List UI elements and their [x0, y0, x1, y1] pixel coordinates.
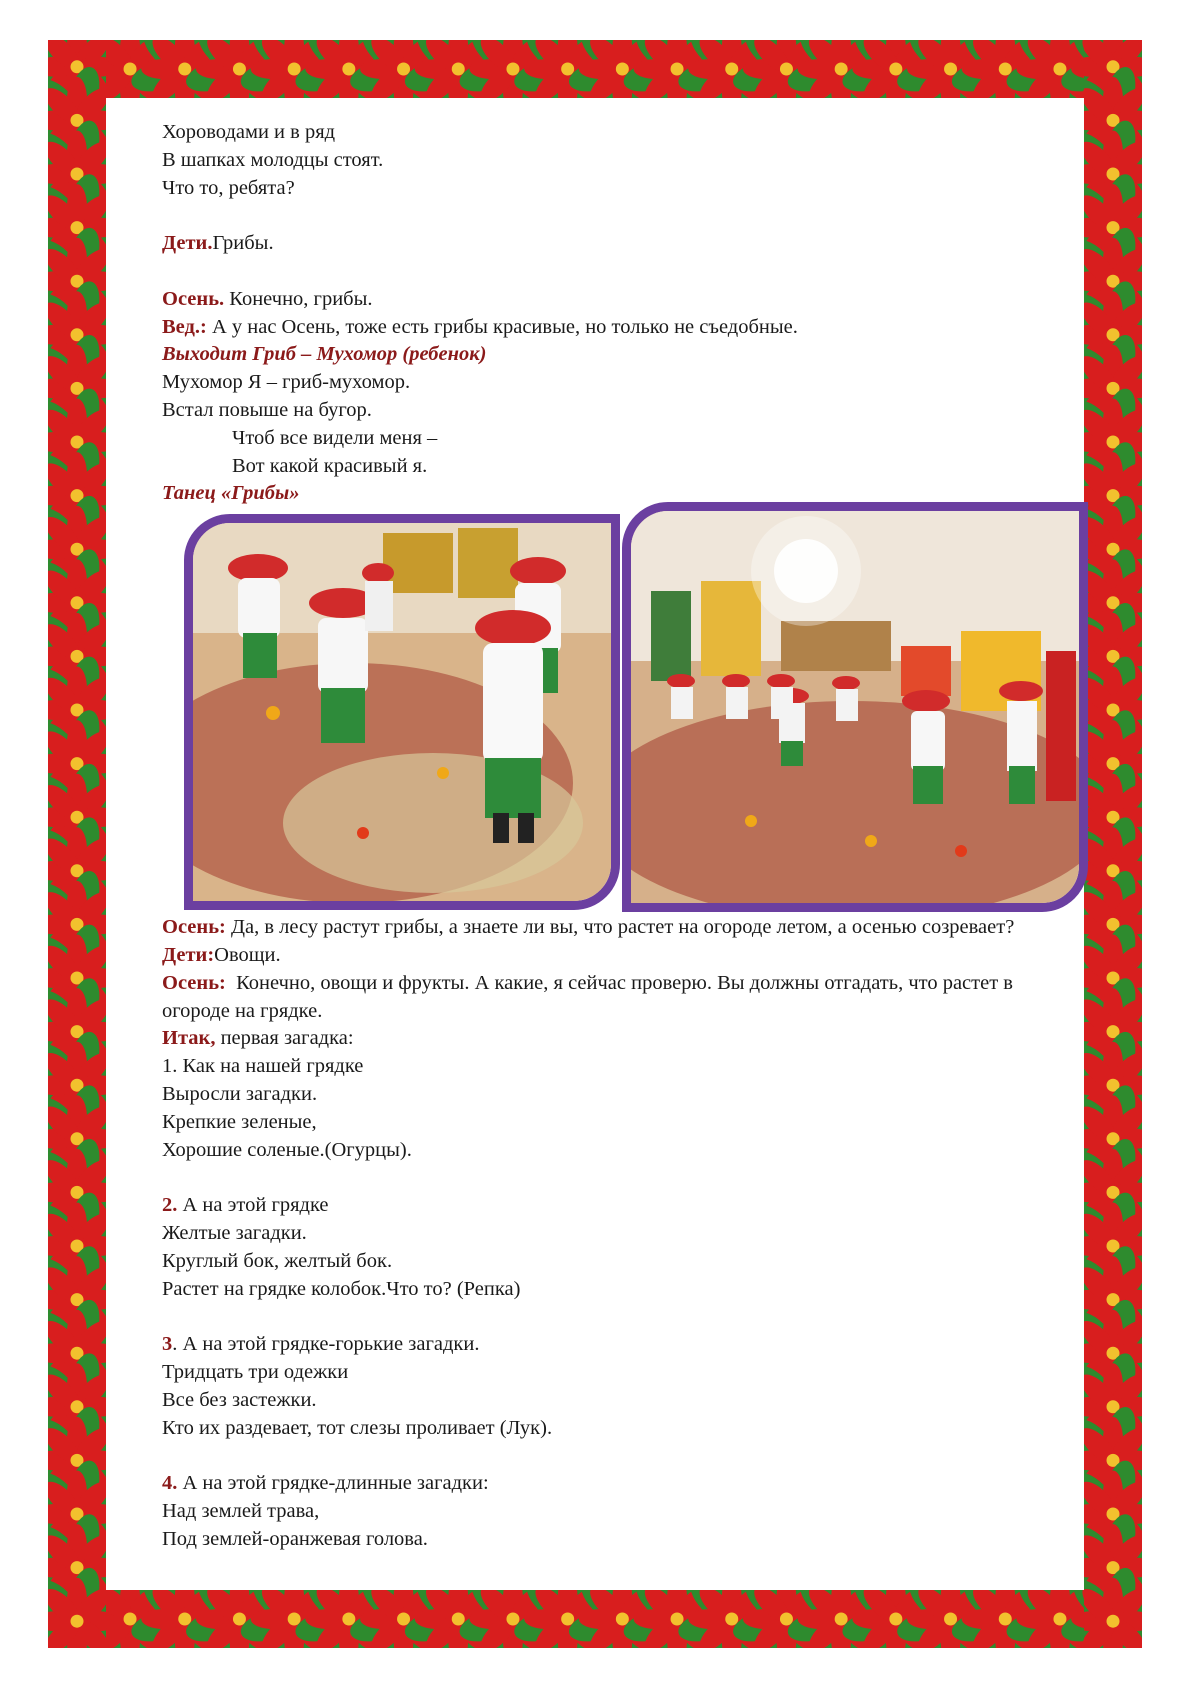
text-line: [162, 1053, 1082, 1081]
line-text: А на этой грядке-длинные загадки:: [177, 1472, 489, 1495]
line-text: Хорошие соленые.(Огурцы).: [162, 1138, 412, 1161]
line-text: Круглый бок, желтый бок.: [162, 1249, 393, 1272]
photo-hall-dance-icon: [631, 511, 1079, 903]
text-line: [162, 119, 1082, 147]
text-line: [162, 175, 1082, 203]
speaker-label: 2.: [162, 1194, 178, 1217]
speaker-label: 4.: [162, 1472, 178, 1495]
dance-photo-left: [184, 514, 620, 910]
floral-border-bottom: [48, 1590, 1142, 1648]
line-text: первая загадка:: [215, 1027, 354, 1050]
stage-direction-mushroom: Выходит Гриб – Мухомор (ребенок): [162, 343, 487, 366]
line-text: А у нас Осень, тоже есть грибы красивые, но только не съедобные.: [206, 315, 798, 338]
text-line: [162, 914, 1082, 942]
line-text: Над землей трава,: [162, 1499, 320, 1522]
line-text: Грибы.: [212, 232, 274, 255]
text-line: [162, 1109, 1082, 1137]
line-text: Тридцать три одежки: [162, 1360, 349, 1383]
text-line: Вот какой красивый я.: [232, 454, 428, 477]
floral-border-top: [48, 40, 1142, 98]
speaker-label: Осень:: [162, 916, 226, 939]
text-line: [162, 1192, 1082, 1220]
text-line: [162, 942, 1082, 970]
text-line: [162, 1415, 1082, 1443]
line-text: Конечно, грибы.: [224, 287, 373, 310]
text-line: [162, 1303, 1082, 1331]
speaker-label: 3: [162, 1333, 173, 1356]
dialogue-block-1: [162, 119, 1082, 341]
text-line: [162, 1276, 1082, 1304]
speaker-label: Осень.: [162, 287, 225, 310]
text-line: [162, 1387, 1082, 1415]
line-text: Желтые загадки.: [162, 1221, 307, 1244]
speaker-label: Итак,: [162, 1027, 216, 1050]
text-line: Чтоб все видели меня –: [232, 426, 438, 449]
text-line: [162, 230, 1082, 258]
speaker-label: Дети:: [162, 943, 215, 966]
line-text: 1. Как на нашей грядке: [162, 1055, 364, 1078]
line-text: Кто их раздевает, тот слезы проливает (Лук).: [162, 1416, 553, 1439]
text-line: [162, 1498, 1082, 1526]
line-text: А на этой грядке: [177, 1194, 329, 1217]
line-text: . А на этой грядке-горькие загадки.: [172, 1333, 480, 1356]
text-line: [162, 970, 1082, 1026]
text-line: Мухомор Я – гриб-мухомор.: [162, 371, 411, 394]
dialogue-block-2: [162, 914, 1082, 1553]
text-line: Встал повыше на бугор.: [162, 398, 372, 421]
floral-border-left: [48, 40, 106, 1648]
line-text: Что то, ребята?: [162, 176, 295, 199]
text-line: [162, 258, 1082, 286]
line-text: Растет на грядке колобок.Что то? (Репка): [162, 1277, 521, 1300]
line-text: Овощи.: [214, 943, 281, 966]
text-line: [162, 1220, 1082, 1248]
text-line: [162, 1526, 1082, 1554]
text-line: [162, 1164, 1082, 1192]
text-line: [162, 1470, 1082, 1498]
document-body: [162, 119, 1082, 1553]
line-text: Конечно, овощи и фрукты. А какие, я сейчас проверю. Вы должны отгадать, что растет в огороде на грядке.: [162, 971, 1019, 1022]
floral-border-right: [1084, 40, 1142, 1648]
text-line: [162, 1081, 1082, 1109]
text-line: [162, 147, 1082, 175]
poem-block: [162, 369, 1082, 480]
stage-direction-dance: Танец «Грибы»: [162, 482, 300, 505]
text-line: [162, 314, 1082, 342]
line-text: Все без застежки.: [162, 1388, 317, 1411]
speaker-label: Вед.:: [162, 315, 207, 338]
text-line: [162, 286, 1082, 314]
text-line: [162, 1359, 1082, 1387]
speaker-label: Осень:: [162, 971, 226, 994]
line-text: Крепкие зеленые,: [162, 1110, 317, 1133]
line-text: Под землей-оранжевая голова.: [162, 1527, 428, 1550]
text-line: [162, 1331, 1082, 1359]
dance-photo-right: [622, 502, 1088, 912]
line-text: В шапках молодцы стоят.: [162, 148, 384, 171]
text-line: [162, 1025, 1082, 1053]
speaker-label: Дети.: [162, 232, 213, 255]
text-line: [162, 202, 1082, 230]
photo-children-dance-icon: [193, 523, 611, 901]
line-text: Хороводами и в ряд: [162, 121, 336, 143]
line-text: Выросли загадки.: [162, 1082, 318, 1105]
line-text: Да, в лесу растут грибы, а знаете ли вы, что растет на огороде летом, а осенью созревает?: [225, 916, 1015, 939]
photo-row: [162, 512, 1082, 908]
text-line: [162, 1248, 1082, 1276]
text-line: [162, 1137, 1082, 1165]
text-line: [162, 1442, 1082, 1470]
